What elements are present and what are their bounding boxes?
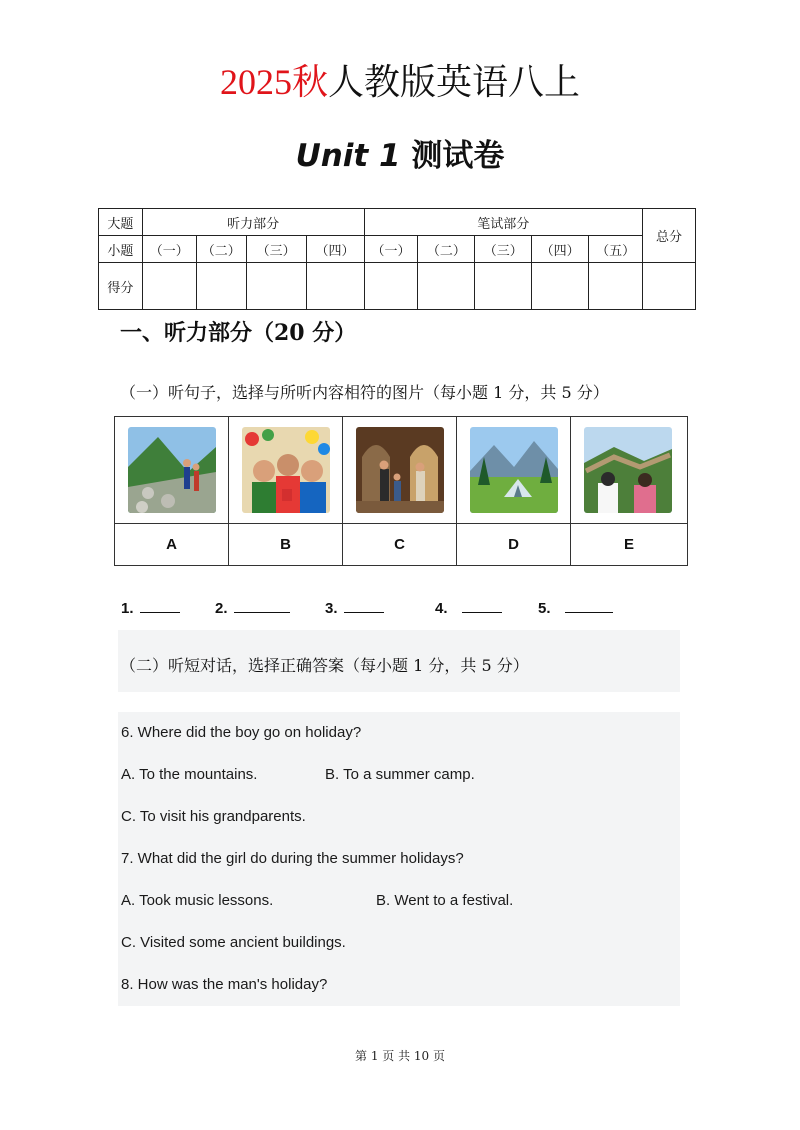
score-cell[interactable]: [418, 263, 475, 310]
score-cell[interactable]: [643, 263, 696, 310]
picture-cell-e: [571, 417, 687, 523]
question-6-option-a[interactable]: A. To the mountains.: [121, 766, 258, 783]
score-cell[interactable]: [246, 263, 306, 310]
question-8: 8. How was the man's holiday?: [121, 976, 328, 993]
score-header-sub: 小题: [99, 236, 143, 263]
score-table: [98, 208, 696, 310]
listening-sub-3: （三）: [246, 236, 306, 263]
camping-tent-image: [470, 427, 558, 513]
picture-label-c: C: [343, 524, 457, 566]
answer-blank-5[interactable]: 5.: [538, 596, 613, 617]
page-subtitle: [0, 135, 800, 177]
picture-table: [114, 416, 688, 566]
question-7-option-a[interactable]: A. Took music lessons.: [121, 892, 274, 909]
page-footer: 第 1 页 共 10 页: [355, 1049, 445, 1063]
score-header-writing: 笔试部分: [364, 209, 643, 236]
answer-blank-2[interactable]: 2.: [215, 596, 290, 617]
hiking-mountain-image: [128, 427, 216, 513]
writing-sub-5: （五）: [589, 236, 643, 263]
writing-sub-4: （四）: [532, 236, 589, 263]
score-cell[interactable]: [306, 263, 364, 310]
part2-instruction: （二）听短对话，选择正确答案（每小题 1 分，共 5 分）: [120, 656, 529, 675]
listening-sub-2: （二）: [196, 236, 246, 263]
festival-party-image: [242, 427, 330, 513]
title-text: 人教版英语八上: [328, 62, 581, 103]
listening-sub-4: （四）: [306, 236, 364, 263]
score-cell[interactable]: [364, 263, 418, 310]
score-header-total: 总分: [643, 209, 696, 263]
picture-label-b: B: [229, 524, 343, 566]
great-wall-image: [584, 427, 672, 513]
score-header-listening: 听力部分: [142, 209, 364, 236]
picture-label-row: [115, 523, 687, 566]
family-ancient-building-image: [356, 427, 444, 513]
score-cell[interactable]: [475, 263, 532, 310]
answer-blank-1[interactable]: 1.: [121, 596, 180, 617]
title-year: 2025: [219, 62, 292, 102]
question-6-option-b[interactable]: B. To a summer camp.: [325, 766, 475, 783]
writing-sub-3: （三）: [475, 236, 532, 263]
picture-cell-a: [115, 417, 229, 523]
score-cell[interactable]: [142, 263, 196, 310]
picture-label-d: D: [457, 524, 571, 566]
score-label: 得分: [99, 263, 143, 310]
section-heading-listening: 一、听力部分（20 分）: [120, 320, 357, 346]
score-cell[interactable]: [196, 263, 246, 310]
question-6: 6. Where did the boy go on holiday?: [121, 724, 362, 741]
subtitle-unit: Unit 1: [295, 138, 401, 174]
picture-label-a: A: [115, 524, 229, 566]
writing-sub-2: （二）: [418, 236, 475, 263]
picture-cell-d: [457, 417, 571, 523]
answer-blank-3[interactable]: 3.: [325, 596, 384, 617]
writing-sub-1: （一）: [364, 236, 418, 263]
picture-cell-b: [229, 417, 343, 523]
subtitle-text: 测试卷: [411, 138, 505, 174]
question-7: 7. What did the girl do during the summer holidays?: [121, 850, 464, 867]
score-header-big: 大题: [99, 209, 143, 236]
picture-label-e: E: [623, 536, 634, 553]
answer-blank-4[interactable]: 4.: [435, 596, 502, 617]
picture-cell-c: [343, 417, 457, 523]
score-cell[interactable]: [589, 263, 643, 310]
question-7-option-c[interactable]: C. Visited some ancient buildings.: [121, 934, 346, 951]
listening-sub-1: （一）: [142, 236, 196, 263]
score-cell[interactable]: [532, 263, 589, 310]
part1-instruction: （一）听句子，选择与所听内容相符的图片（每小题 1 分，共 5 分）: [120, 383, 609, 402]
page-title: [0, 58, 800, 107]
question-7-option-b[interactable]: B. Went to a festival.: [376, 892, 514, 909]
title-season: 秋: [291, 62, 328, 103]
question-6-option-c[interactable]: C. To visit his grandparents.: [121, 808, 306, 825]
